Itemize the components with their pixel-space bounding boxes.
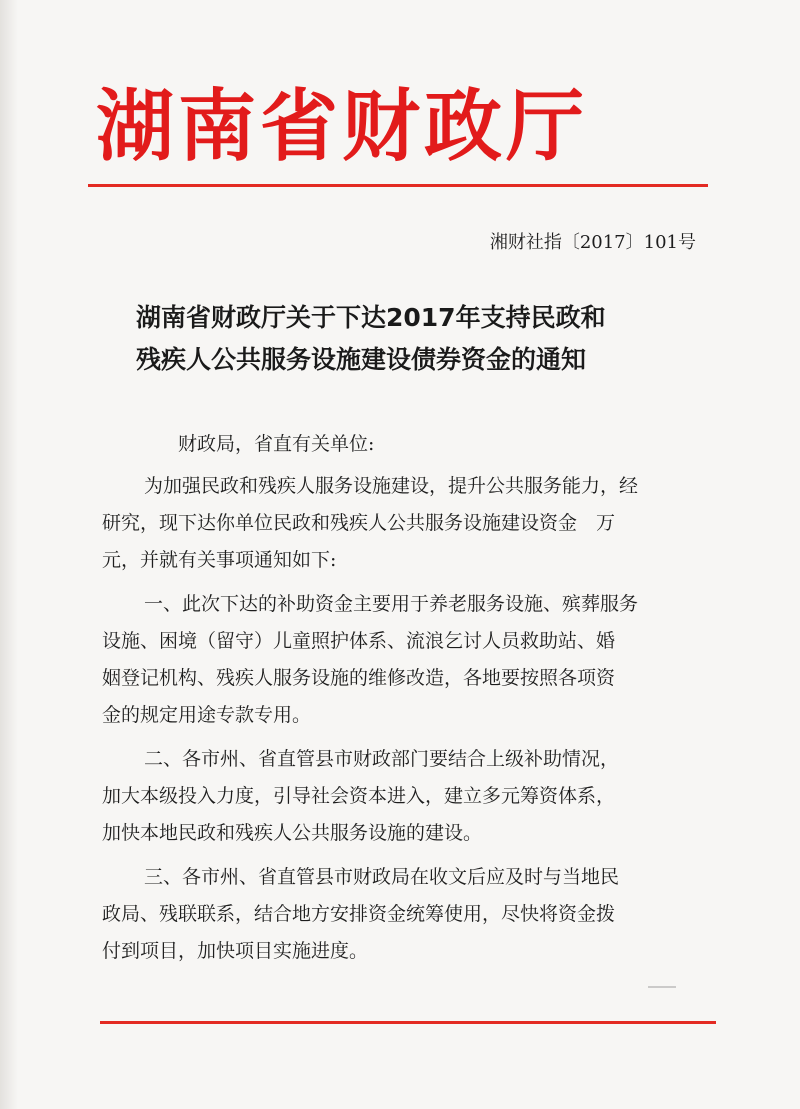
- document-title-line: 湖南省财政厅关于下达2017年支持民政和: [136, 303, 606, 332]
- header-red-rule: [88, 184, 708, 187]
- paragraph-line: 金的规定用途专款专用。: [102, 704, 312, 726]
- paragraph-line: 加快本地民政和残疾人公共服务设施的建设。: [102, 822, 483, 844]
- paragraph-line: 姻登记机构、残疾人服务设施的维修改造，各地要按照各项资: [102, 667, 616, 689]
- scan-edge-shadow: [0, 0, 18, 1109]
- agency-header-title: 湖南省财政厅: [96, 81, 589, 172]
- footer-red-rule: [100, 1021, 716, 1024]
- paragraph-line: 一、此次下达的补助资金主要用于养老服务设施、殡葬服务: [144, 593, 639, 615]
- body-paragraph: [102, 859, 702, 970]
- page-footer-mark: [648, 986, 676, 988]
- salutation: 财政局，省直有关单位:: [178, 433, 375, 455]
- body-paragraph: [102, 468, 702, 579]
- paragraph-line: 三、各市州、省直管县市财政局在收文后应及时与当地民: [144, 866, 620, 888]
- document-number: 湘财社指〔2017〕101号: [489, 232, 696, 253]
- paragraph-line: 为加强民政和残疾人服务设施建设，提升公共服务能力，经: [144, 475, 639, 497]
- body-paragraph: [102, 741, 702, 852]
- paragraph-line: 元，并就有关事项通知如下:: [102, 549, 337, 571]
- paragraph-line: 付到项目，加快项目实施进度。: [102, 940, 369, 962]
- paragraph-line: 二、各市州、省直管县市财政部门要结合上级补助情况，: [144, 748, 620, 770]
- paragraph-line: 政局、残联联系，结合地方安排资金统筹使用，尽快将资金拨: [102, 903, 616, 925]
- document-title-line: 残疾人公共服务设施建设债券资金的通知: [136, 345, 587, 374]
- paragraph-line: 研究，现下达你单位民政和残疾人公共服务设施建设资金 万: [102, 512, 616, 534]
- paragraph-line: 设施、困境（留守）儿童照护体系、流浪乞讨人员救助站、婚: [102, 630, 616, 652]
- body-paragraph: [102, 586, 702, 734]
- paragraph-line: 加大本级投入力度，引导社会资本进入，建立多元筹资体系，: [102, 785, 616, 807]
- document-body: [102, 468, 702, 977]
- document-title: [136, 297, 696, 381]
